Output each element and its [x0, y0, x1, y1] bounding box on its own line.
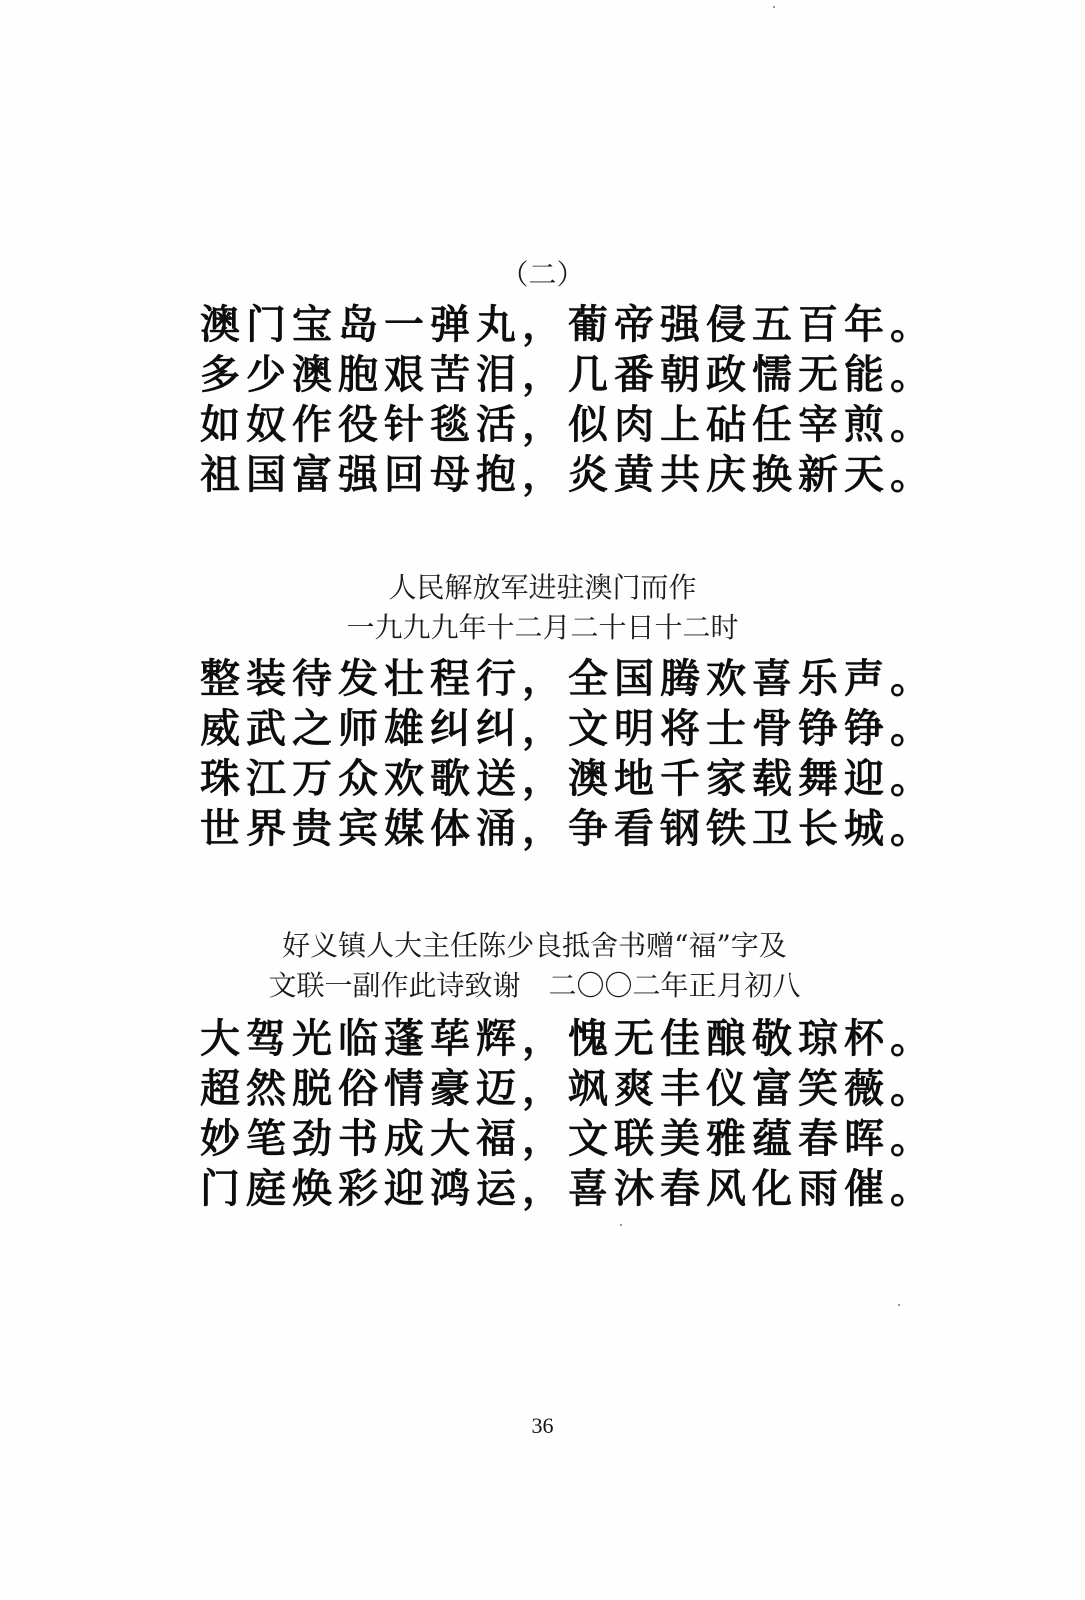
poem-line: 超然脱俗情豪迈，飒爽丰仪富笑薇。: [200, 1064, 936, 1112]
poem-line: 珠江万众欢歌送，澳地千家载舞迎。: [200, 754, 936, 802]
scan-speck: [620, 1224, 622, 1226]
poem-3: [200, 1010, 936, 1212]
poem-line: 世界贵宾媒体涌，争看钢铁卫长城。: [200, 804, 936, 852]
poem-line: 大驾光临蓬荜辉，愧无佳酿敬琼杯。: [200, 1014, 936, 1062]
poem-line: 妙笔劲书成大福，文联美雅蕴春晖。: [200, 1114, 936, 1162]
scan-speck: [898, 1304, 900, 1306]
section-title: （二）: [500, 258, 585, 291]
poem-heading-line: 好义镇人大主任陈少良抵舍书赠“福”字及: [282, 929, 787, 962]
poem-line: 威武之师雄纠纠，文明将士骨铮铮。: [200, 704, 936, 752]
poem-heading-line: 一九九九年十二月二十日十二时: [346, 611, 739, 644]
poem-heading-line: 文联一副作此诗致谢 二〇〇二年正月初八: [268, 969, 801, 1002]
poem-line: 门庭焕彩迎鸿运，喜沐春风化雨催。: [200, 1164, 936, 1212]
poem-line: 如奴作役针毯活，似肉上砧任宰煎。: [200, 400, 936, 448]
poem-line: 整装待发壮程行，全国腾欢喜乐声。: [200, 654, 936, 702]
poem-line: 祖国富强回母抱，炎黄共庆换新天。: [200, 450, 936, 498]
scan-speck: [773, 6, 775, 8]
poem-1: [200, 296, 936, 498]
poem-heading-line: 人民解放军进驻澳门而作: [388, 571, 697, 604]
poem-line: 多少澳胞艰苦泪，几番朝政懦无能。: [200, 350, 936, 398]
page-number: 36: [531, 1413, 554, 1438]
poem-2: [200, 650, 936, 852]
poem-line: 澳门宝岛一弹丸，葡帝强侵五百年。: [200, 300, 936, 348]
